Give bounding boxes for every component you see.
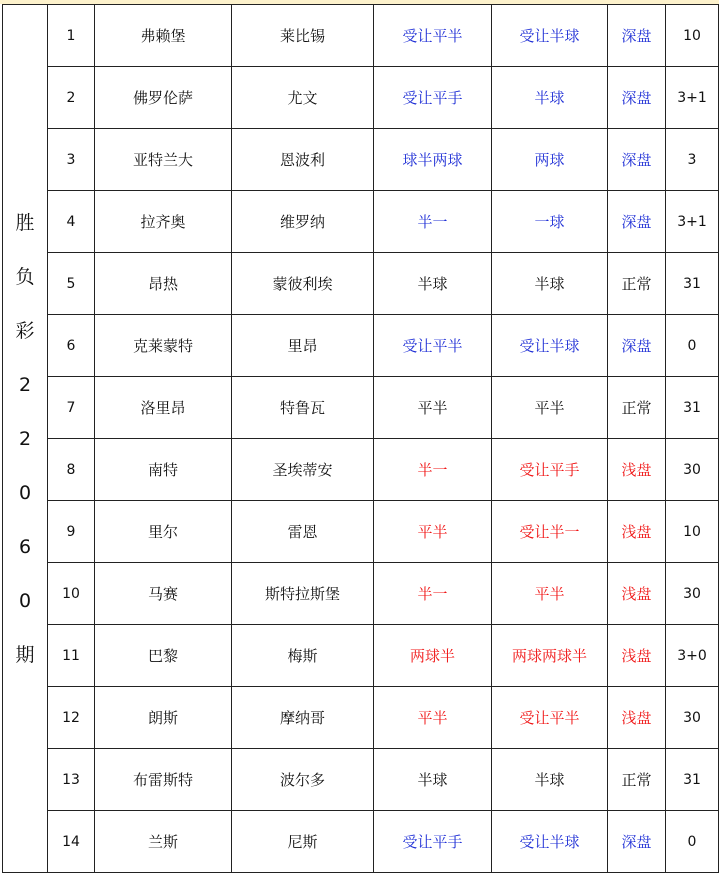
prediction: 31 — [666, 377, 719, 439]
handicap-initial: 平半 — [374, 377, 492, 439]
handicap-current: 半球 — [492, 253, 608, 315]
prediction: 31 — [666, 749, 719, 811]
handicap-depth: 正常 — [608, 749, 666, 811]
handicap-initial: 受让平半 — [374, 315, 492, 377]
match-number: 11 — [48, 625, 95, 687]
handicap-initial: 半一 — [374, 191, 492, 253]
handicap-depth: 深盘 — [608, 5, 666, 67]
handicap-initial: 半一 — [374, 439, 492, 501]
home-team: 弗赖堡 — [95, 5, 232, 67]
handicap-current: 受让平手 — [492, 439, 608, 501]
match-number: 12 — [48, 687, 95, 749]
handicap-current: 受让半球 — [492, 315, 608, 377]
table-row — [3, 129, 719, 191]
handicap-current: 平半 — [492, 377, 608, 439]
period-label: 胜负彩22060期 — [15, 211, 35, 666]
prediction: 30 — [666, 439, 719, 501]
handicap-depth: 浅盘 — [608, 625, 666, 687]
home-team: 巴黎 — [95, 625, 232, 687]
match-number: 5 — [48, 253, 95, 315]
handicap-depth: 浅盘 — [608, 439, 666, 501]
prediction: 30 — [666, 687, 719, 749]
handicap-initial: 半球 — [374, 749, 492, 811]
table-row — [3, 501, 719, 563]
match-number: 8 — [48, 439, 95, 501]
away-team: 尼斯 — [232, 811, 374, 873]
period-cell — [3, 5, 48, 873]
home-team: 亚特兰大 — [95, 129, 232, 191]
handicap-initial: 平半 — [374, 687, 492, 749]
handicap-current: 受让半球 — [492, 5, 608, 67]
away-team: 恩波利 — [232, 129, 374, 191]
handicap-current: 平半 — [492, 563, 608, 625]
away-team: 蒙彼利埃 — [232, 253, 374, 315]
handicap-depth: 深盘 — [608, 129, 666, 191]
handicap-current: 受让半球 — [492, 811, 608, 873]
table-row — [3, 377, 719, 439]
away-team: 特鲁瓦 — [232, 377, 374, 439]
home-team: 马赛 — [95, 563, 232, 625]
table-row — [3, 191, 719, 253]
handicap-initial: 半球 — [374, 253, 492, 315]
table-row — [3, 811, 719, 873]
handicap-initial: 受让平手 — [374, 811, 492, 873]
handicap-depth: 浅盘 — [608, 563, 666, 625]
home-team: 昂热 — [95, 253, 232, 315]
prediction: 0 — [666, 811, 719, 873]
away-team: 波尔多 — [232, 749, 374, 811]
handicap-initial: 两球半 — [374, 625, 492, 687]
handicap-depth: 深盘 — [608, 811, 666, 873]
home-team: 布雷斯特 — [95, 749, 232, 811]
table-row — [3, 5, 719, 67]
away-team: 圣埃蒂安 — [232, 439, 374, 501]
handicap-current: 受让半一 — [492, 501, 608, 563]
away-team: 摩纳哥 — [232, 687, 374, 749]
away-team: 尤文 — [232, 67, 374, 129]
match-number: 4 — [48, 191, 95, 253]
match-number: 7 — [48, 377, 95, 439]
handicap-initial: 受让平半 — [374, 5, 492, 67]
match-number: 3 — [48, 129, 95, 191]
match-number: 13 — [48, 749, 95, 811]
handicap-depth: 浅盘 — [608, 687, 666, 749]
away-team: 梅斯 — [232, 625, 374, 687]
handicap-initial: 半一 — [374, 563, 492, 625]
handicap-depth: 正常 — [608, 253, 666, 315]
handicap-initial: 平半 — [374, 501, 492, 563]
handicap-current: 受让平半 — [492, 687, 608, 749]
table-body — [3, 5, 719, 873]
prediction: 3+1 — [666, 191, 719, 253]
handicap-initial: 球半两球 — [374, 129, 492, 191]
handicap-depth: 浅盘 — [608, 501, 666, 563]
lottery-table — [2, 4, 719, 873]
home-team: 朗斯 — [95, 687, 232, 749]
home-team: 兰斯 — [95, 811, 232, 873]
match-number: 2 — [48, 67, 95, 129]
home-team: 洛里昂 — [95, 377, 232, 439]
prediction: 3+1 — [666, 67, 719, 129]
prediction: 10 — [666, 501, 719, 563]
prediction: 0 — [666, 315, 719, 377]
prediction: 31 — [666, 253, 719, 315]
away-team: 里昂 — [232, 315, 374, 377]
table-row — [3, 563, 719, 625]
handicap-depth: 深盘 — [608, 191, 666, 253]
handicap-current: 两球两球半 — [492, 625, 608, 687]
handicap-depth: 深盘 — [608, 315, 666, 377]
table-row — [3, 625, 719, 687]
home-team: 里尔 — [95, 501, 232, 563]
table-row — [3, 67, 719, 129]
match-number: 6 — [48, 315, 95, 377]
table-row — [3, 749, 719, 811]
prediction: 10 — [666, 5, 719, 67]
match-number: 1 — [48, 5, 95, 67]
away-team: 莱比锡 — [232, 5, 374, 67]
match-number: 10 — [48, 563, 95, 625]
away-team: 雷恩 — [232, 501, 374, 563]
home-team: 克莱蒙特 — [95, 315, 232, 377]
table-row — [3, 439, 719, 501]
handicap-depth: 深盘 — [608, 67, 666, 129]
table-row — [3, 315, 719, 377]
prediction: 30 — [666, 563, 719, 625]
match-number: 9 — [48, 501, 95, 563]
prediction: 3+0 — [666, 625, 719, 687]
home-team: 南特 — [95, 439, 232, 501]
home-team: 佛罗伦萨 — [95, 67, 232, 129]
table-row — [3, 687, 719, 749]
handicap-initial: 受让平手 — [374, 67, 492, 129]
away-team: 斯特拉斯堡 — [232, 563, 374, 625]
table-row — [3, 253, 719, 315]
away-team: 维罗纳 — [232, 191, 374, 253]
handicap-current: 两球 — [492, 129, 608, 191]
handicap-current: 一球 — [492, 191, 608, 253]
handicap-current: 半球 — [492, 67, 608, 129]
home-team: 拉齐奥 — [95, 191, 232, 253]
handicap-current: 半球 — [492, 749, 608, 811]
prediction: 3 — [666, 129, 719, 191]
handicap-depth: 正常 — [608, 377, 666, 439]
match-number: 14 — [48, 811, 95, 873]
